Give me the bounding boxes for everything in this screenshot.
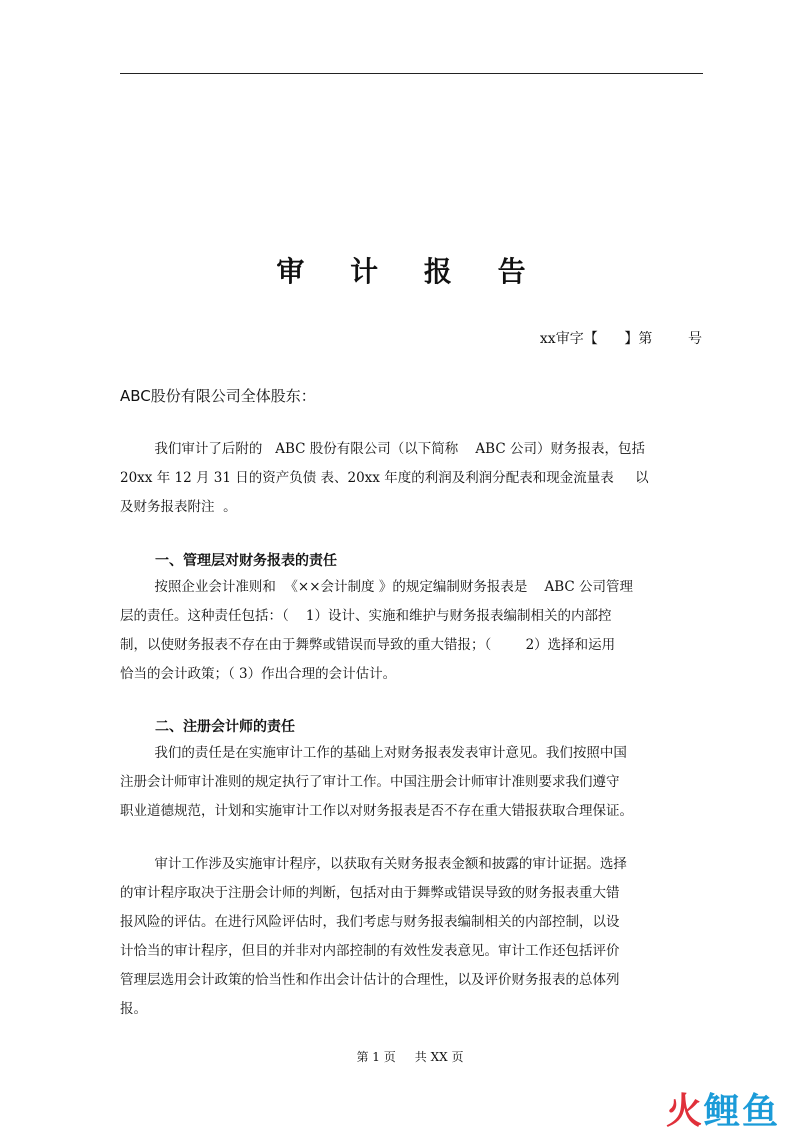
- section2-line: 职业道德规范，计划和实施审计工作以对财务报表是否不存在重大错报获取合理保证。: [120, 803, 633, 819]
- header-rule: [120, 73, 703, 74]
- intro-line: 我们审计了后附的 ABC 股份有限公司（以下简称 ABC 公司）财务报表，包括: [120, 441, 645, 457]
- section1-line: 按照企业会计准则和 《××会计制度 》的规定编制财务报表是 ABC 公司管理: [120, 579, 634, 595]
- section2-p2-line: 审计工作涉及实施审计程序，以获取有关财务报表金额和披露的审计证据。选择: [120, 856, 627, 872]
- section2-heading: 二、注册会计师的责任: [155, 719, 295, 735]
- section2-line: 我们的责任是在实施审计工作的基础上对财务报表发表审计意见。我们按照中国: [120, 745, 627, 761]
- section1-line: 恰当的会计政策；（ 3）作出合理的会计估计。: [120, 666, 397, 682]
- section2-p2-line: 报。: [120, 1001, 147, 1017]
- section1-heading: 一、管理层对财务报表的责任: [155, 553, 337, 569]
- section2-paragraph-2: [120, 850, 720, 1024]
- intro-line: 及财务报表附注 。: [120, 499, 237, 515]
- section2-p2-line: 计恰当的审计程序，但目的并非对内部控制的有效性发表意见。审计工作还包括评价: [120, 943, 620, 959]
- section2-p2-line: 的审计程序取决于注册会计师的判断，包括对由于舞弊或错误导致的财务报表重大错: [120, 885, 620, 901]
- section1-line: 层的责任。这种责任包括：（ 1）设计、实施和维护与财务报表编制相关的内部控: [120, 608, 612, 624]
- section1-paragraph: [120, 573, 720, 689]
- section1-line: 制，以使财务报表不存在由于舞弊或错误而导致的重大错报；（ 2）选择和运用: [120, 637, 616, 653]
- section2-p2-line: 管理层选用会计政策的恰当性和作出会计估计的合理性，以及评价财务报表的总体列: [120, 972, 620, 988]
- salutation: ABC股份有限公司全体股东：: [120, 387, 316, 405]
- section2-paragraph-1: [120, 739, 720, 826]
- intro-line: 20xx 年 12 月 31 日的资产负债 表、20xx 年度的利润及利润分配表和现金流量表 以: [120, 470, 649, 486]
- document-number: xx审字【 】第 号: [539, 331, 702, 347]
- watermark-part-2: 鲤鱼: [703, 1091, 780, 1132]
- watermark-part-1: 火: [665, 1091, 704, 1132]
- page-footer: 第 1 页 共 XX 页: [356, 1050, 464, 1064]
- document-title: 审 计 报 告: [276, 255, 544, 288]
- section2-p2-line: 报风险的评估。在进行风险评估时，我们考虑与财务报表编制相关的内部控制，以设: [120, 914, 620, 930]
- intro-paragraph: [120, 435, 720, 522]
- section2-line: 注册会计师审计准则的规定执行了审计工作。中国注册会计师审计准则要求我们遵守: [120, 774, 620, 790]
- watermark-logo: [666, 1083, 780, 1134]
